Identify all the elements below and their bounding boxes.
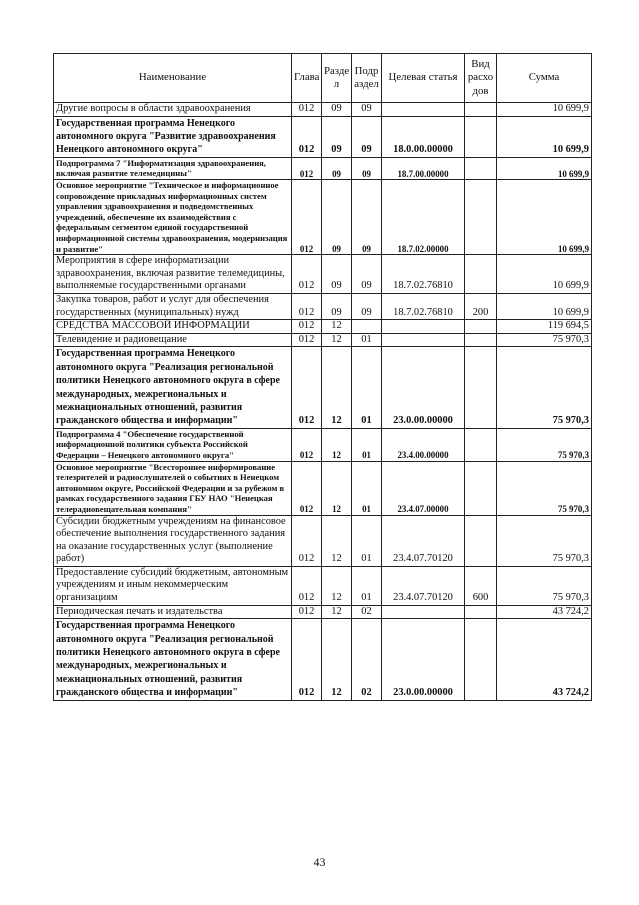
- cell-target: 23.4.00.00000: [382, 428, 465, 461]
- cell-name: Основное мероприятие "Техническое и информационное сопровождение прикладных информационных систем управления здравоохранения и подведомственных учреждений, обеспечение их взаимодействия с федеральным сегментом единой государственной информационной системы здравоохранения, модернизация и развитие": [54, 180, 292, 255]
- cell-name: Государственная программа Ненецкого автономного округа "Реализация региональной политики Ненецкого автономного округа в сфере международных, межрегиональных и межнациональных отношений, развития гражданского общества и информации": [54, 619, 292, 700]
- cell-sum: 75 970,3: [497, 333, 592, 347]
- cell-target: 23.4.07.00000: [382, 461, 465, 515]
- cell-vid: [465, 515, 497, 566]
- cell-podrazdel: 01: [352, 515, 382, 566]
- header-row: [54, 54, 592, 103]
- header-razdel: Разде л: [322, 54, 352, 103]
- cell-name: Закупка товаров, работ и услуг для обеспечения государственных (муниципальных) нужд: [54, 293, 292, 319]
- header-target: Целевая статья: [382, 54, 465, 103]
- cell-sum: 10 699,9: [497, 255, 592, 294]
- cell-podrazdel: 02: [352, 619, 382, 700]
- cell-name: Подпрограмма 4 "Обеспечение государственной информационной политики субъекта Российской Федерации – Ненецкого автономного округа": [54, 428, 292, 461]
- cell-sum: 10 699,9: [497, 116, 592, 157]
- cell-glava: 012: [292, 255, 322, 294]
- table-row: [54, 320, 592, 334]
- cell-podrazdel: 01: [352, 333, 382, 347]
- cell-target: 23.0.00.00000: [382, 347, 465, 428]
- cell-target: 23.0.00.00000: [382, 619, 465, 700]
- cell-sum: 10 699,9: [497, 103, 592, 117]
- cell-vid: [465, 428, 497, 461]
- cell-vid: [465, 619, 497, 700]
- cell-target: 23.4.07.70120: [382, 515, 465, 566]
- table-row: [54, 157, 592, 179]
- cell-podrazdel: 02: [352, 605, 382, 619]
- table-row: [54, 619, 592, 700]
- table-row: [54, 347, 592, 428]
- cell-razdel: 09: [322, 180, 352, 255]
- cell-glava: 012: [292, 605, 322, 619]
- cell-glava: 012: [292, 103, 322, 117]
- cell-sum: 119 694,5: [497, 320, 592, 334]
- cell-name: Государственная программа Ненецкого автономного округа "Развитие здравоохранения Ненецкого автономного округа": [54, 116, 292, 157]
- cell-glava: 012: [292, 428, 322, 461]
- cell-name: Мероприятия в сфере информатизации здравоохранения, включая развитие телемедицины, выполняемые государственными органами: [54, 255, 292, 294]
- table-row: [54, 333, 592, 347]
- cell-podrazdel: [352, 320, 382, 334]
- table-row: [54, 461, 592, 515]
- cell-name: Государственная программа Ненецкого автономного округа "Реализация региональной политики Ненецкого автономного округа в сфере международных, межрегиональных и межнациональных отношений, развития гражданского общества и информации": [54, 347, 292, 428]
- cell-vid: [465, 461, 497, 515]
- cell-podrazdel: 01: [352, 461, 382, 515]
- table-row: [54, 255, 592, 294]
- header-vid: Вид расхо дов: [465, 54, 497, 103]
- cell-vid: [465, 103, 497, 117]
- cell-razdel: 12: [322, 461, 352, 515]
- header-glava: Глава: [292, 54, 322, 103]
- cell-podrazdel: 09: [352, 157, 382, 179]
- cell-razdel: 09: [322, 255, 352, 294]
- cell-name: Другие вопросы в области здравоохранения: [54, 103, 292, 117]
- cell-razdel: 12: [322, 605, 352, 619]
- cell-name: Субсидии бюджетным учреждениям на финансовое обеспечение выполнения государственного задания на оказание государственных услуг (выполнение работ): [54, 515, 292, 566]
- cell-vid: 600: [465, 566, 497, 605]
- cell-razdel: 12: [322, 347, 352, 428]
- cell-target: [382, 605, 465, 619]
- cell-vid: [465, 116, 497, 157]
- cell-sum: 43 724,2: [497, 619, 592, 700]
- cell-vid: [465, 180, 497, 255]
- cell-target: [382, 320, 465, 334]
- cell-name: Телевидение и радиовещание: [54, 333, 292, 347]
- cell-glava: 012: [292, 619, 322, 700]
- cell-razdel: 09: [322, 103, 352, 117]
- cell-razdel: 09: [322, 293, 352, 319]
- cell-glava: 012: [292, 515, 322, 566]
- table-row: [54, 566, 592, 605]
- cell-vid: [465, 255, 497, 294]
- cell-razdel: 12: [322, 320, 352, 334]
- table-row: [54, 293, 592, 319]
- cell-vid: [465, 605, 497, 619]
- cell-glava: 012: [292, 566, 322, 605]
- cell-name: Предоставление субсидий бюджетным, автономным учреждениям и иным некоммерческим организациям: [54, 566, 292, 605]
- cell-podrazdel: 09: [352, 116, 382, 157]
- cell-name: Подпрограмма 7 "Информатизация здравоохранения, включая развитие телемедицины": [54, 157, 292, 179]
- cell-glava: 012: [292, 157, 322, 179]
- cell-sum: 10 699,9: [497, 157, 592, 179]
- cell-razdel: 12: [322, 333, 352, 347]
- header-podrazdel: Подр аздел: [352, 54, 382, 103]
- cell-vid: 200: [465, 293, 497, 319]
- cell-name: Периодическая печать и издательства: [54, 605, 292, 619]
- budget-table: [53, 53, 592, 701]
- cell-sum: 75 970,3: [497, 515, 592, 566]
- page-number: 43: [313, 855, 326, 869]
- table-row: [54, 515, 592, 566]
- cell-sum: 75 970,3: [497, 428, 592, 461]
- cell-vid: [465, 320, 497, 334]
- cell-sum: 75 970,3: [497, 347, 592, 428]
- cell-name: СРЕДСТВА МАССОВОЙ ИНФОРМАЦИИ: [54, 320, 292, 334]
- table-row: [54, 180, 592, 255]
- cell-razdel: 09: [322, 157, 352, 179]
- cell-podrazdel: 09: [352, 103, 382, 117]
- cell-sum: 10 699,9: [497, 293, 592, 319]
- cell-glava: 012: [292, 461, 322, 515]
- cell-razdel: 12: [322, 619, 352, 700]
- table-row: [54, 103, 592, 117]
- cell-target: 23.4.07.70120: [382, 566, 465, 605]
- cell-podrazdel: 09: [352, 255, 382, 294]
- cell-podrazdel: 01: [352, 428, 382, 461]
- header-sum: Сумма: [497, 54, 592, 103]
- cell-glava: 012: [292, 320, 322, 334]
- cell-vid: [465, 157, 497, 179]
- cell-podrazdel: 01: [352, 347, 382, 428]
- cell-target: 18.7.02.00000: [382, 180, 465, 255]
- cell-glava: 012: [292, 116, 322, 157]
- cell-razdel: 12: [322, 566, 352, 605]
- cell-glava: 012: [292, 293, 322, 319]
- cell-sum: 10 699,9: [497, 180, 592, 255]
- cell-podrazdel: 01: [352, 566, 382, 605]
- cell-glava: 012: [292, 347, 322, 428]
- cell-razdel: 12: [322, 428, 352, 461]
- cell-glava: 012: [292, 333, 322, 347]
- cell-sum: 75 970,3: [497, 566, 592, 605]
- cell-vid: [465, 347, 497, 428]
- header-name: Наименование: [54, 54, 292, 103]
- cell-razdel: 12: [322, 515, 352, 566]
- cell-vid: [465, 333, 497, 347]
- cell-target: 18.7.02.76810: [382, 293, 465, 319]
- table-row: [54, 428, 592, 461]
- cell-target: [382, 103, 465, 117]
- cell-target: 18.7.02.76810: [382, 255, 465, 294]
- cell-razdel: 09: [322, 116, 352, 157]
- table-row: [54, 605, 592, 619]
- cell-name: Основное мероприятие "Всестороннее информирование телезрителей и радиослушателей о событиях в Ненецком автономном округе, Российской Федерации и за рубежом в рамках государственного задания ГБУ НАО "Ненецкая телерадиовещательная компания": [54, 461, 292, 515]
- cell-target: [382, 333, 465, 347]
- cell-target: 18.7.00.00000: [382, 157, 465, 179]
- table-row: [54, 116, 592, 157]
- cell-glava: 012: [292, 180, 322, 255]
- cell-sum: 43 724,2: [497, 605, 592, 619]
- cell-podrazdel: 09: [352, 180, 382, 255]
- cell-sum: 75 970,3: [497, 461, 592, 515]
- cell-target: 18.0.00.00000: [382, 116, 465, 157]
- cell-podrazdel: 09: [352, 293, 382, 319]
